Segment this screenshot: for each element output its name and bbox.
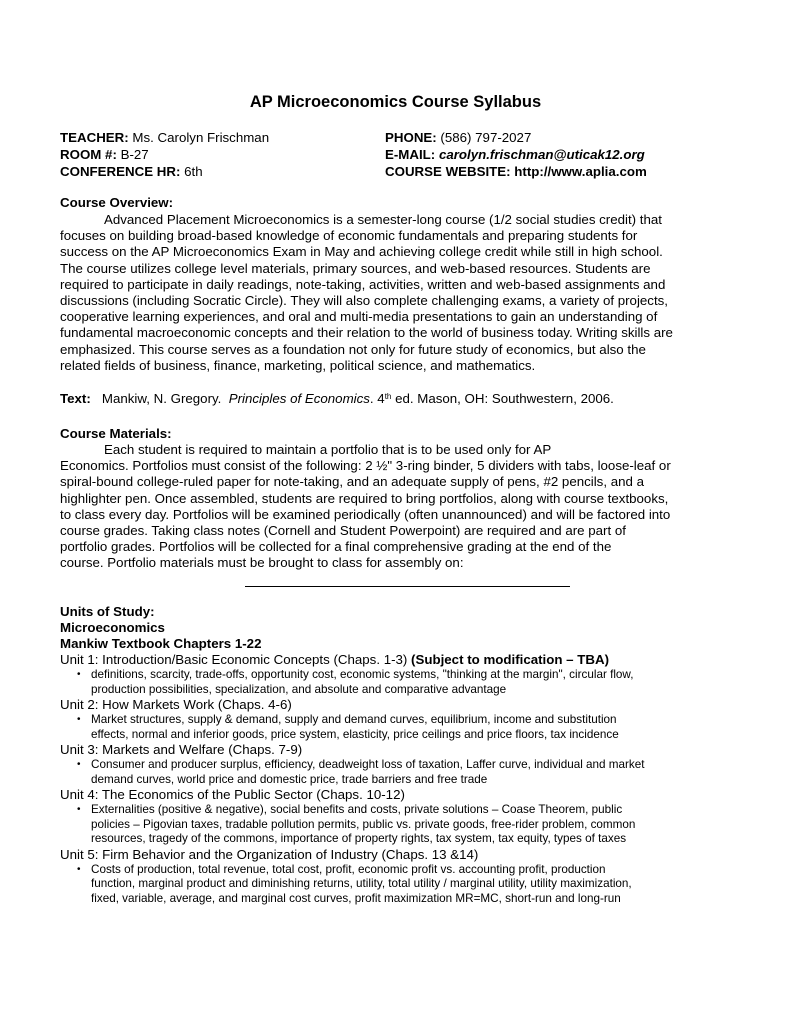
materials-line: spiral-bound college-ruled paper for note-taking, and an adequate supply of pens, #2 pencils, and a	[60, 474, 644, 490]
overview-line: emphasized. This course serves as a foundation not only for future study of economics, but also the	[60, 341, 646, 357]
bullet-line: resources, tragedy of the commons, importance of property rights, tax system, tax equity, types of taxes	[91, 832, 627, 845]
conference-value: 6th	[184, 164, 203, 179]
unit-1-title	[60, 652, 760, 668]
materials-paragraph	[60, 442, 740, 572]
room-label: ROOM #:	[60, 147, 117, 162]
overview-paragraph	[60, 212, 740, 374]
header-left	[60, 129, 269, 180]
units-heading: Units of Study:	[60, 604, 155, 619]
overview-line: required to participate in daily readings, note-taking, activities, written and web-based assignments and	[60, 276, 666, 292]
room-value: B-27	[120, 147, 149, 162]
bullet-icon: •	[77, 863, 81, 875]
email-label: E-MAIL:	[385, 147, 436, 162]
unit-3-bullet	[60, 758, 760, 787]
bullet-line: production possibilities, specialization, and absolute and comparative advantage	[91, 682, 507, 696]
bullet-line: demand curves, world price and domestic price, trade barriers and free trade	[91, 772, 488, 786]
bullet-line: policies – Pigovian taxes, tradable pollution permits, public vs. private goods, free-rider problem, common	[91, 817, 636, 831]
overview-line: Advanced Placement Microeconomics is a semester-long course (1/2 social studies credit) that	[104, 212, 662, 227]
text-author: Mankiw, N. Gregory.	[101, 391, 222, 406]
bullet-line: Externalities (positive & negative), social benefits and costs, private solutions – Coase Theorem, public	[91, 803, 623, 816]
email-link[interactable]: carolyn.frischman@uticak12.org	[438, 147, 645, 162]
unit-title-text: Unit 5: Firm Behavior and the Organization of Industry (Chaps. 13 &14)	[60, 846, 479, 862]
overview-line: related fields of business, finance, marketing, political science, and mathematics.	[60, 357, 536, 373]
bullet-line: Consumer and producer surplus, efficiency, deadweight loss of taxation, Laffer curve, individual and market	[91, 758, 645, 771]
teacher-label: TEACHER:	[60, 130, 129, 145]
bullet-line: definitions, scarcity, trade-offs, opportunity cost, economic systems, "thinking at the margin", circular flow,	[91, 668, 634, 681]
unit-3-title	[60, 742, 760, 758]
unit-2-bullet	[60, 713, 760, 742]
materials-line: Economics. Portfolios must consist of the following: 2 ½" 3-ring binder, 5 dividers with tabs, loose-leaf or	[60, 458, 671, 474]
overview-line: The course utilizes college level materials, primary sources, and web-based resources. Students are	[60, 260, 651, 276]
materials-line: course. Portfolio materials must be brought to class for assembly on:	[60, 555, 464, 571]
bullet-line: effects, normal and inferior goods, price system, elasticity, price ceilings and price floors, tax incidence	[91, 727, 619, 741]
unit-4-bullet	[60, 803, 760, 847]
units-chapters: Mankiw Textbook Chapters 1-22	[60, 636, 262, 651]
materials-line: to class every day. Portfolios will be examined periodically (often unannounced) and will be factored into	[60, 506, 671, 522]
textbook-line	[60, 391, 614, 407]
text-publisher: ed. Mason, OH: Southwestern, 2006.	[391, 391, 614, 406]
bullet-icon: •	[77, 759, 81, 770]
bullet-line: function, marginal product and diminishing returns, utility, total utility / marginal utility, utility maximization,	[91, 877, 632, 890]
units-of-study	[60, 604, 760, 906]
materials-line: portfolio grades. Portfolios will be collected for a final comprehensive grading at the end of the	[60, 539, 612, 555]
overview-line: success on the AP Microeconomics Exam in May and achieving college credit while still in high school.	[60, 244, 663, 260]
conference-label: CONFERENCE HR:	[60, 164, 181, 179]
header-right	[385, 129, 647, 180]
overview-line: cooperative learning experiences, and oral and multi-media presentations to gain an understanding of	[60, 309, 658, 325]
text-edition: . 4	[369, 391, 385, 406]
overview-line: focuses on building broad-based knowledge of economic fundamentals and preparing students for	[60, 228, 638, 244]
text-book-title: Principles of Economics	[228, 391, 370, 406]
materials-line: highlighter pen. Once assembled, students are required to bring portfolios, along with course textbooks,	[60, 490, 669, 506]
page-title: AP Microeconomics Course Syllabus	[249, 93, 542, 111]
website-label: COURSE WEBSITE:	[385, 164, 511, 179]
bullet-line: fixed, variable, average, and marginal cost curves, profit maximization MR=MC, short-run and long-run	[91, 891, 621, 905]
overview-line: discussions (including Socratic Circle). They will also complete challenging exams, a variety of projects,	[60, 293, 668, 309]
unit-title-text: Unit 2: How Markets Work (Chaps. 4-6)	[60, 697, 292, 712]
teacher-value: Ms. Carolyn Frischman	[132, 130, 270, 145]
overview-title: Course Overview:	[60, 195, 174, 210]
unit-note: (Subject to modification – TBA)	[407, 652, 610, 667]
unit-title-text: Unit 4: The Economics of the Public Sector (Chaps. 10-12)	[60, 787, 405, 802]
phone-label: PHONE:	[385, 130, 437, 145]
text-label: Text:	[60, 391, 91, 406]
unit-title-text: Unit 3: Markets and Welfare (Chaps. 7-9)	[60, 742, 303, 757]
phone-value: (586) 797-2027	[440, 130, 532, 145]
bullet-icon: •	[77, 714, 81, 725]
unit-4-title	[60, 787, 760, 803]
materials-line: course grades. Taking class notes (Cornell and Student Powerpoint) are required and are part of	[60, 523, 626, 539]
materials-title: Course Materials:	[60, 426, 172, 441]
bullet-line: Market structures, supply & demand, supply and demand curves, equilibrium, income and substitution	[91, 713, 617, 726]
bullet-icon: •	[77, 669, 81, 680]
unit-1-bullet	[60, 668, 760, 697]
website-link[interactable]: http://www.aplia.com	[514, 164, 647, 179]
unit-5-title	[60, 847, 760, 863]
overview-line: fundamental macroeconomic concepts and their relation to the world of business today. Writing skills are	[60, 325, 673, 341]
unit-2-title	[60, 697, 760, 713]
units-subject: Microeconomics	[60, 620, 165, 635]
unit-5-bullet	[60, 863, 760, 907]
bullet-icon: •	[77, 804, 81, 815]
bullet-line: Costs of production, total revenue, total cost, profit, economic profit vs. accounting profit, production	[91, 862, 606, 876]
assembly-date-blank	[245, 586, 570, 587]
materials-line: Each student is required to maintain a portfolio that is to be used only for AP	[104, 442, 552, 457]
unit-title-text: Unit 1: Introduction/Basic Economic Concepts (Chaps. 1-3)	[60, 652, 408, 667]
text-edition-sup: th	[384, 392, 392, 401]
